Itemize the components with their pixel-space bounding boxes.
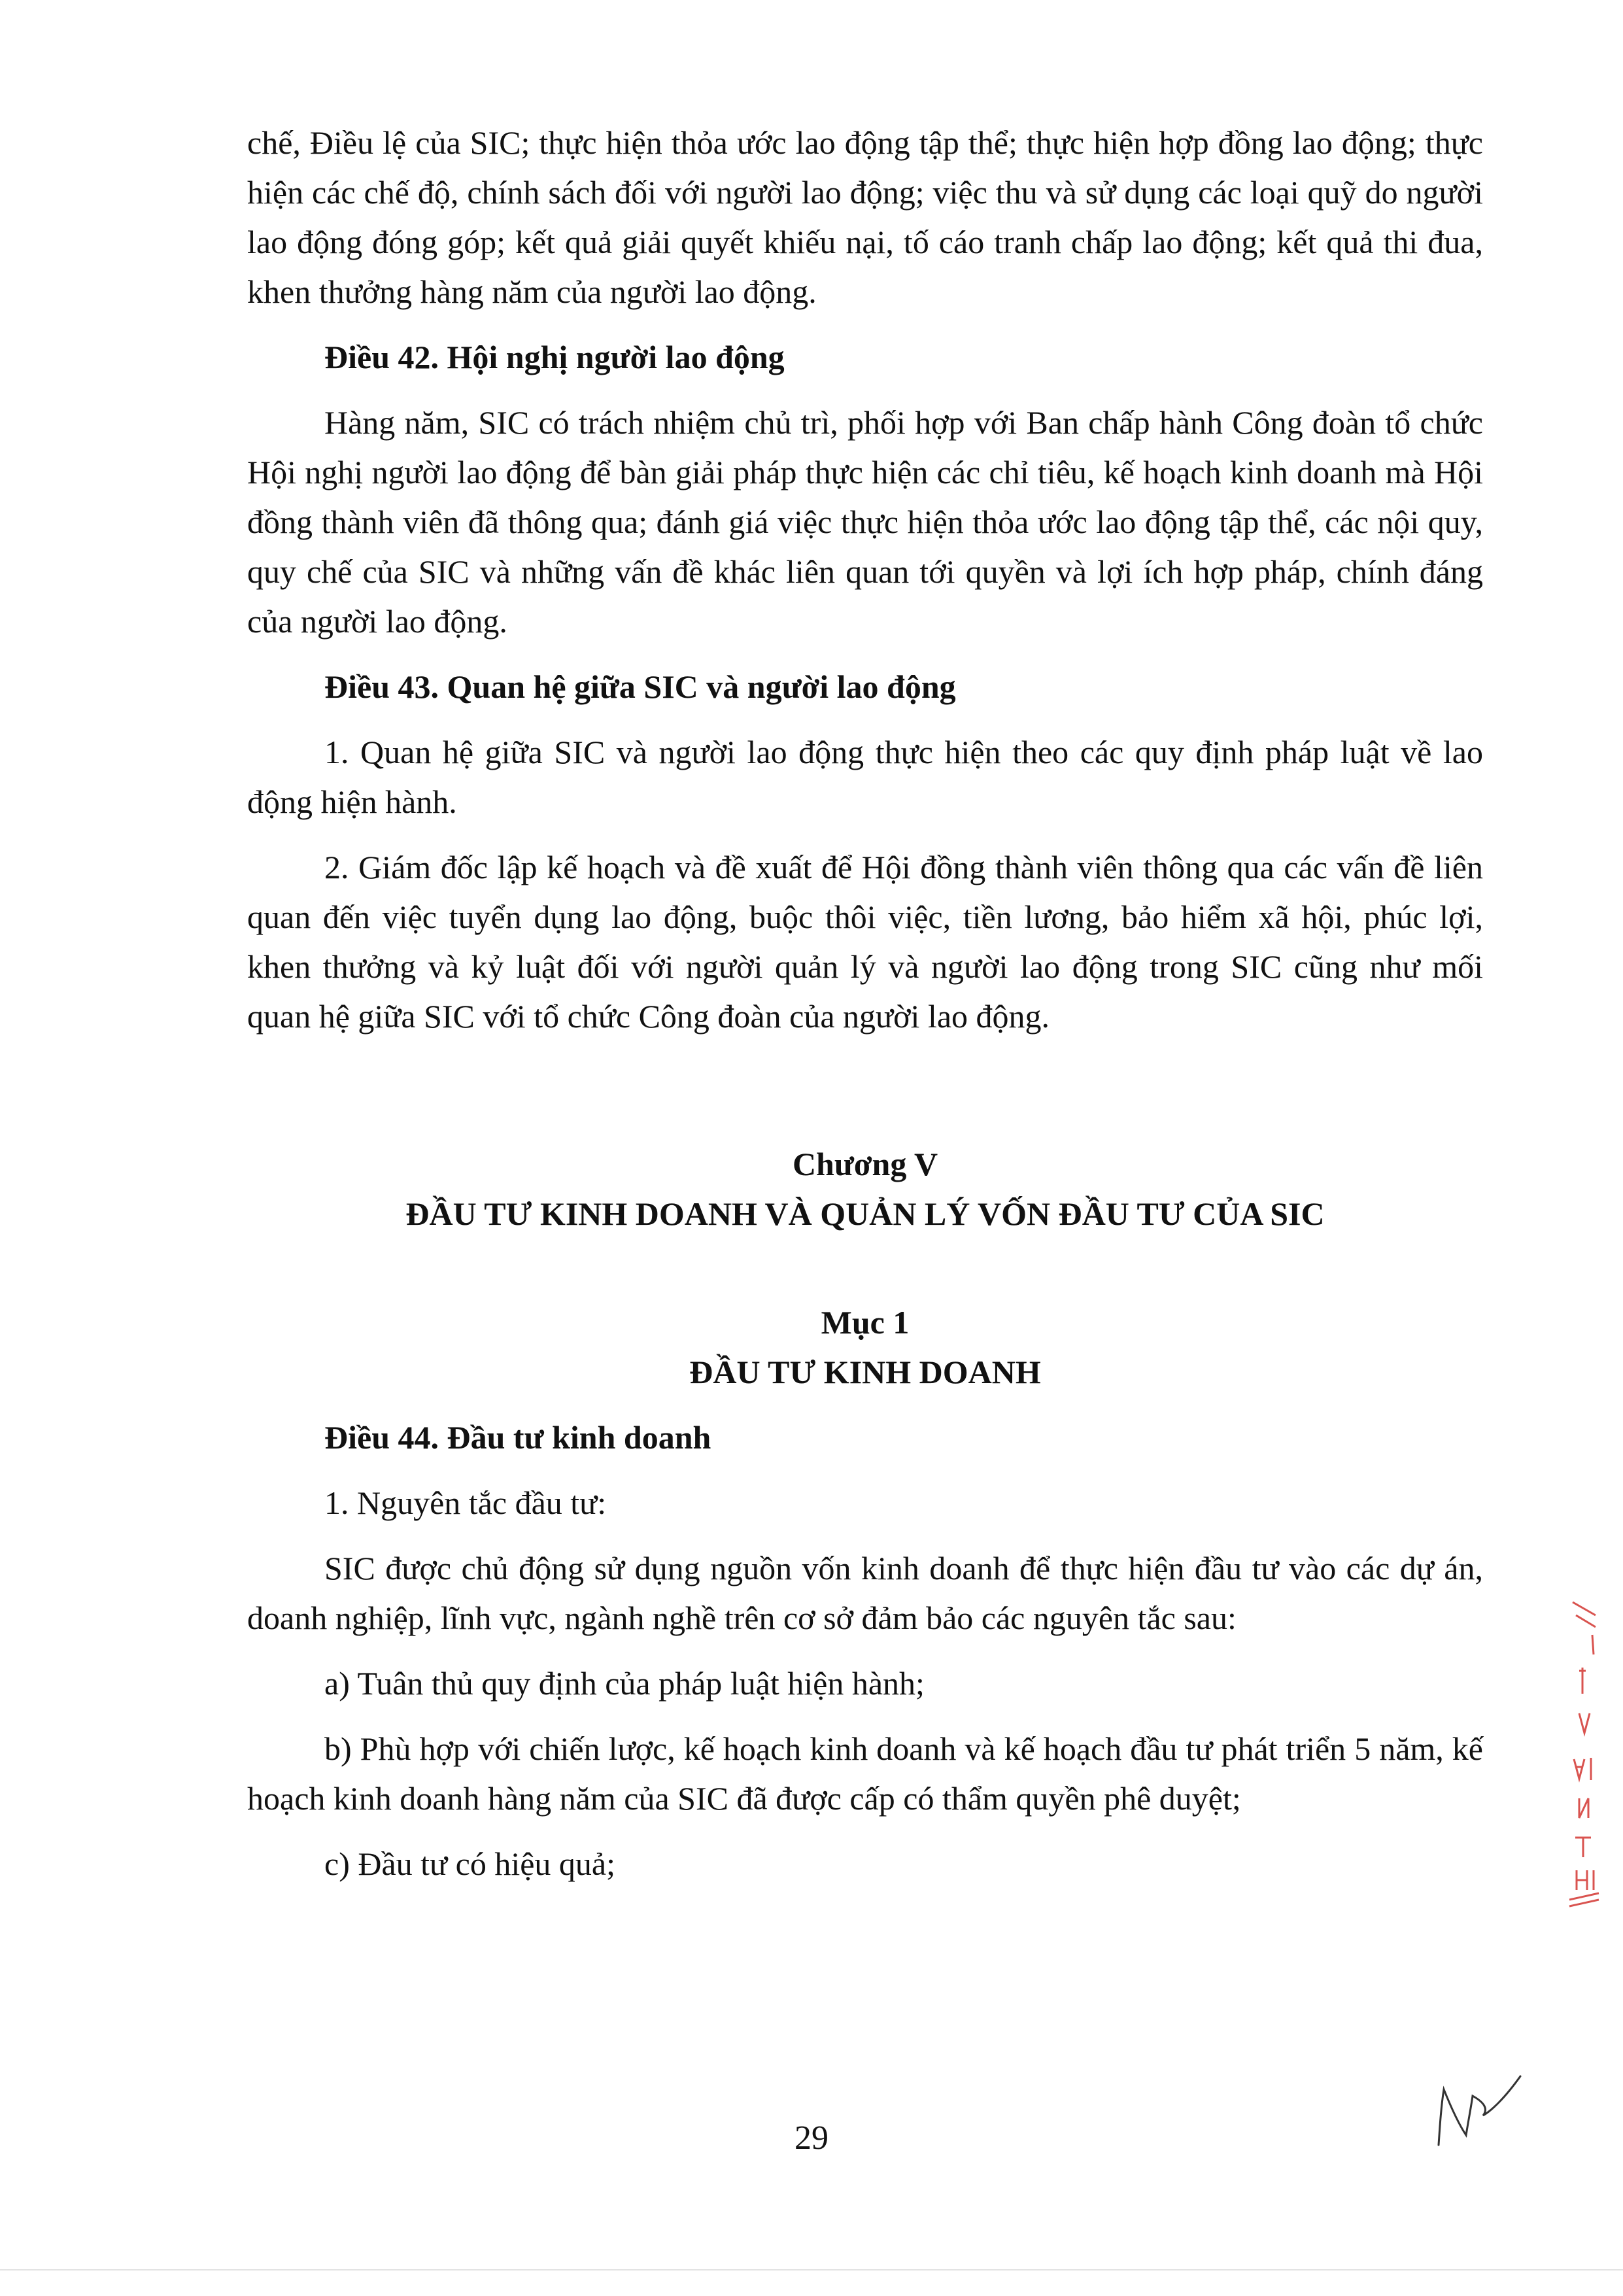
page-edge-line (0, 2269, 1623, 2270)
article-44-intro: SIC được chủ động sử dụng nguồn vốn kinh doanh để thực hiện đầu tư vào các dự án, doanh nghiệp, lĩnh vực, ngành nghề trên cơ sở đảm bảo các nguyên tắc sau: (247, 1550, 1483, 1636)
article-42-title: Điều 42. Hội nghị người lao động (324, 339, 785, 375)
article-43-title: Điều 43. Quan hệ giữa SIC và người lao động (324, 668, 956, 705)
section-heading (247, 1297, 1483, 1397)
article-43-item-1: 1. Quan hệ giữa SIC và người lao động thực hiện theo các quy định pháp luật về lao động hiện hành. (247, 734, 1483, 820)
section-label: Mục 1 (821, 1304, 910, 1341)
chapter-heading (247, 1139, 1483, 1239)
page-number: 29 (794, 2119, 829, 2157)
article-43-item-2: 2. Giám đốc lập kế hoạch và đề xuất để Hội đồng thành viên thông qua các vấn đề liên quan đến việc tuyển dụng lao động, buộc thôi việc, tiền lương, bảo hiểm xã hội, phúc lợi, khen thưởng và kỷ luật đối với người quản lý và người lao động trong SIC cũng như mối quan hệ giữa SIC với tổ chức Công đoàn của người lao động. (247, 849, 1483, 1035)
chapter-label: Chương V (792, 1146, 938, 1182)
article-44-item-1: 1. Nguyên tắc đầu tư: (324, 1484, 607, 1521)
document-body (247, 118, 1483, 1889)
section-title: ĐẦU TƯ KINH DOANH (689, 1354, 1041, 1390)
chapter-title: ĐẦU TƯ KINH DOANH VÀ QUẢN LÝ VỐN ĐẦU TƯ CỦA SIC (405, 1195, 1325, 1232)
intro-paragraph: chế, Điều lệ của SIC; thực hiện thỏa ước lao động tập thể; thực hiện hợp đồng lao động; thực hiện các chế độ, chính sách đối với người lao động; việc thu và sử dụng các loại quỹ do người lao động đóng góp; kết quả giải quyết khiếu nại, tố cáo tranh chấp lao động; kết quả thi đua, khen thưởng hàng năm của người lao động. (247, 124, 1483, 310)
article-44-point-b: b) Phù hợp với chiến lược, kế hoạch kinh doanh và kế hoạch đầu tư phát triển 5 năm, kế hoạch kinh doanh hàng năm của SIC đã được cấp có thẩm quyền phê duyệt; (247, 1730, 1483, 1817)
article-42-body: Hàng năm, SIC có trách nhiệm chủ trì, phối hợp với Ban chấp hành Công đoàn tổ chức Hội nghị người lao động để bàn giải pháp thực hiện các chỉ tiêu, kế hoạch kinh doanh mà Hội đồng thành viên đã thông qua; đánh giá việc thực hiện thỏa ước lao động tập thể, các nội quy, quy chế của SIC và những vấn đề khác liên quan tới quyền và lợi ích hợp pháp, chính đáng của người lao động. (247, 404, 1483, 640)
article-44-point-c: c) Đầu tư có hiệu quả; (324, 1845, 615, 1882)
article-44-title: Điều 44. Đầu tư kinh doanh (324, 1419, 711, 1456)
margin-stamp-mark (1560, 1596, 1605, 1910)
article-44-point-a: a) Tuân thủ quy định của pháp luật hiện hành; (324, 1665, 925, 1702)
